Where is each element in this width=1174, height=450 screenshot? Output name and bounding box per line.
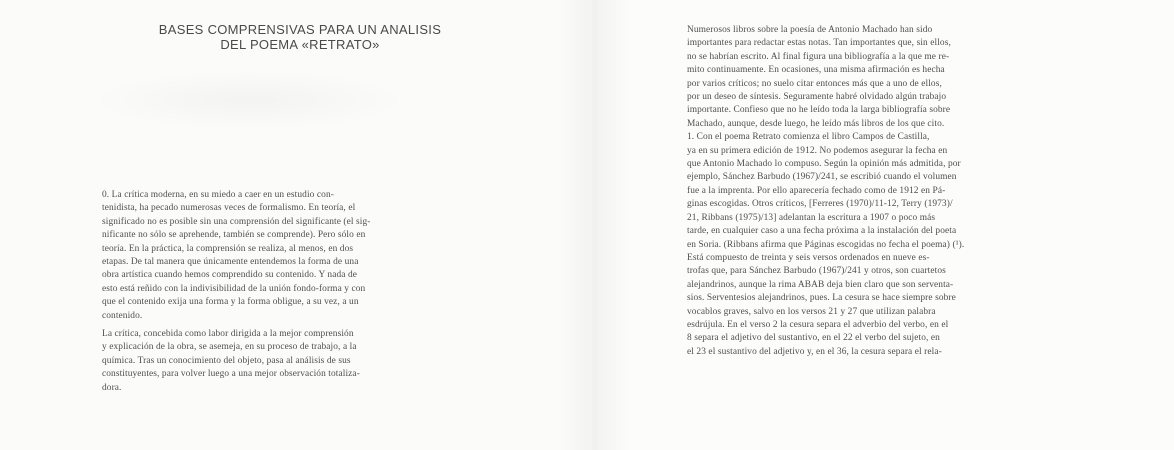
text-line: importantes para redactar estas notas. Tan importantes que, sin ellos, [687, 38, 951, 49]
text-line: importante. Confieso que no he leído toda la larga bibliografía sobre [687, 105, 951, 116]
text-line: Está compuesto de treinta y seis versos ordenados en nueve es- [687, 252, 930, 263]
text-line: ejemplo, Sánchez Barbudo (1967)/241, se escribió cuando el volumen [687, 172, 957, 183]
text-line: por un deseo de síntesis. Seguramente habré olvidado algún trabajo [687, 92, 947, 103]
text-line: que Antonio Machado lo compuso. Según la opinión más admitida, por [687, 159, 961, 170]
text-line: dora. [102, 382, 122, 393]
text-line: tenidista, ha pecado numerosas veces de formalismo. En teoría, el [102, 203, 356, 214]
text-line: La crítica, concebida como labor dirigida a la mejor comprensión [102, 329, 354, 340]
text-line: ginas escogidas. Otros críticos, [Ferreres (1970)/11-12, Terry (1973)/ [687, 199, 953, 210]
text-line: 1. Con el poema Retrato comienza el libro Campos de Castilla, [687, 132, 930, 143]
text-line: el 23 el sustantivo del adjetivo y, en el 36, la cesura separa el rela- [687, 346, 942, 357]
text-line: esdrújula. En el verso 2 la cesura separa el adverbio del verbo, en el [687, 319, 949, 330]
right-page [587, 0, 1174, 450]
text-line: significado no es posible sin una comprensión del significante (el sig- [102, 216, 371, 227]
text-line: y explicación de la obra, se asemeja, en su proceso de trabajo, a la [102, 342, 357, 353]
text-line: vocablos graves, salvo en los versos 21 y 27 que utilizan palabra [687, 306, 936, 317]
paragraph-metrics [687, 252, 1079, 359]
text-line: contenido. [102, 310, 143, 321]
text-line: por varios críticos; no suelo citar entonces más que a uno de ellos, [687, 78, 942, 89]
chapter-title-line: BASES COMPRENSIVAS PARA UN ANALISIS [158, 22, 442, 37]
right-page-body [687, 24, 1079, 359]
text-line: fue a la imprenta. Por ello aparecería fechado como de 1912 en Pá- [687, 185, 946, 196]
text-line: alejandrinos, aunque la rima ABAB deja bien claro que son serventa- [687, 279, 954, 290]
text-line: constituyentes, para volver luego a una mejor observación totaliza- [102, 369, 360, 380]
paragraph-intro [102, 189, 506, 323]
text-line: que el contenido exija una forma y la forma obligue, a su vez, a un [102, 297, 359, 308]
show-through-smudge [90, 70, 410, 130]
chapter-title-line: DEL POEMA «RETRATO» [220, 37, 380, 52]
text-line: sios. Serventesios alejandrinos, pues. La cesura se hace siempre sobre [687, 293, 956, 304]
text-line: no se habrían escrito. Al final figura una bibliografía a la que me re- [687, 51, 950, 62]
text-line: en Soria. (Ribbans afirma que Páginas escogidas no fecha el poema) (¹). [687, 239, 965, 250]
text-line: esto está reñido con la indivisibilidad de la unión fondo-forma y con [102, 283, 366, 294]
text-line: ya en su primera edición de 1912. No podemos asegurar la fecha en [687, 145, 948, 156]
text-line: Numerosos libros sobre la poesía de Antonio Machado han sido [687, 25, 933, 35]
text-line: trofas que, para Sánchez Barbudo (1967)/241 y otros, son cuartetos [687, 266, 946, 277]
paragraph-sources [687, 24, 1079, 131]
text-line: etapas. De tal manera que únicamente entendemos la forma de una [102, 257, 359, 268]
text-line: obra artística cuando hemos comprendido su contenido. Y nada de [102, 270, 358, 281]
text-line: nificante no sólo se aprehende, también se comprende). Pero sólo en [102, 230, 366, 241]
paragraph-critica [102, 328, 506, 395]
chapter-title [100, 22, 500, 52]
text-line: química. Tras un conocimiento del objeto, pasa al análisis de sus [102, 355, 351, 366]
text-line: 8 separa el adjetivo del sustantivo, en el 22 el verbo del sujeto, en [687, 333, 940, 344]
text-line: 21, Ribbans (1975)/13] adelantan la escritura a 1907 o poco más [687, 212, 936, 223]
left-page-body [102, 189, 506, 395]
text-line: tarde, en cualquier caso a una fecha próxima a la instalación del poeta [687, 226, 957, 237]
text-line: 0. La crítica moderna, en su miedo a caer en un estudio con- [102, 190, 334, 200]
text-line: Machado, aunque, desde luego, he leído más libros de los que cito. [687, 118, 945, 129]
text-line: mito continuamente. En ocasiones, una misma afirmación es hecha [687, 65, 945, 76]
text-line: teoría. En la práctica, la comprensión se realiza, al menos, en dos [102, 243, 354, 254]
paragraph-dating [687, 131, 1079, 252]
